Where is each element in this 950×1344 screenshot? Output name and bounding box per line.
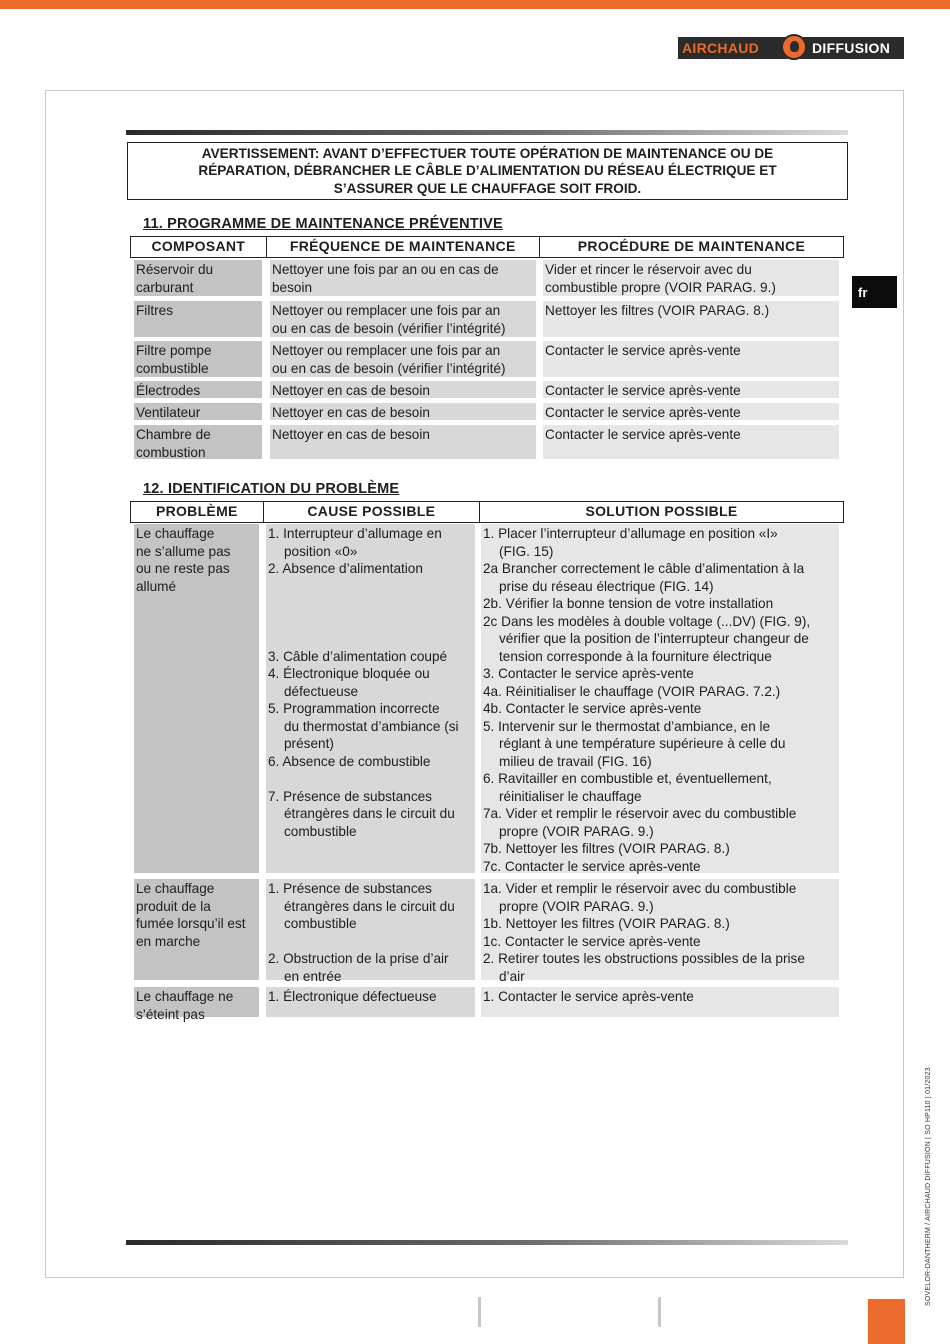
cell-text-line: combustible propre (VOIR PARAG. 9.) — [545, 279, 776, 295]
cell-text-line: 7. Présence de substances — [268, 788, 432, 804]
cell-text-line: 3. Câble d’alimentation coupé — [268, 648, 448, 664]
document-reference: SOVELOR-DANTHERM / AIRCHAUD DIFFUSION | SO HP110 | 01/2023 — [925, 1067, 932, 1306]
problem-cell — [134, 879, 259, 980]
cell-text-line: ou en cas de besoin (vérifier l’intégrité) — [272, 360, 506, 376]
cell-text-line: Nettoyer en cas de besoin — [272, 383, 430, 398]
cell-text-line: 1b. Nettoyer les filtres (VOIR PARAG. 8.) — [483, 916, 730, 931]
solution-cell — [481, 987, 839, 1017]
cell-text-line: Nettoyer en cas de besoin — [272, 405, 430, 420]
cell-text-line: Filtres — [136, 303, 174, 318]
cell-text-line: 7b. Nettoyer les filtres (VOIR PARAG. 8.) — [483, 841, 730, 856]
cell-text-line: 7a. Vider et remplir le réservoir avec du combustible — [483, 806, 797, 821]
cell-text-line: 1c. Contacter le service après-vente — [483, 933, 701, 949]
component-cell — [134, 341, 262, 377]
cell-spacer — [268, 578, 473, 596]
cell-text-line: du thermostat d’ambiance (si — [284, 718, 459, 734]
cell-text-line: produit de la — [136, 898, 211, 914]
cell-text-line: besoin — [272, 279, 313, 295]
column-header: PROBLÈME — [131, 502, 264, 522]
cell-text-line: 1. Électronique défectueuse — [268, 989, 437, 1004]
cell-text-line: étrangères dans le circuit du — [284, 898, 455, 914]
solution-cell — [481, 879, 839, 984]
cell-text-line: ou ne reste pas — [136, 561, 230, 576]
cell-spacer — [268, 630, 473, 648]
procedure-cell — [543, 301, 839, 337]
cell-text-line: 1. Présence de substances — [268, 881, 432, 896]
problem-cell — [134, 524, 259, 873]
cause-cell — [266, 879, 475, 984]
cell-text-line: réglant à une température supérieure à celle du — [499, 736, 786, 751]
cell-text-line: fumée lorsqu’il est — [136, 916, 246, 931]
cell-text-line: 3. Contacter le service après-vente — [483, 666, 694, 681]
cell-text-line: combustible — [284, 916, 357, 931]
column-header: FRÉQUENCE DE MAINTENANCE — [267, 237, 540, 257]
cell-text-line: Nettoyer ou remplacer une fois par an — [272, 343, 501, 358]
cell-text-line: Filtre pompe — [136, 343, 212, 358]
troubleshooting-title: 12. IDENTIFICATION DU PROBLÈME — [143, 481, 400, 497]
page-number-box — [868, 1299, 905, 1344]
cell-text-line: Électrodes — [136, 383, 201, 398]
warning-box — [127, 142, 848, 200]
cell-text-line: 4. Électronique bloquée ou — [268, 666, 430, 681]
cell-text-line: (FIG. 15) — [499, 543, 554, 559]
cell-text-line: ne s’allume pas — [136, 543, 231, 559]
flame-icon — [781, 34, 807, 60]
bottom-rule — [126, 1240, 848, 1245]
cell-text-line: en marche — [136, 933, 201, 949]
component-cell — [134, 403, 262, 420]
cell-text-line: 2c Dans les modèles à double voltage (...DV) (FIG. 9), — [483, 613, 811, 629]
language-tab[interactable] — [852, 276, 897, 308]
procedure-cell — [543, 341, 839, 377]
cell-text-line: 6. Ravitailler en combustible et, éventuellement, — [483, 771, 772, 786]
cell-text-line: carburant — [136, 279, 194, 295]
cause-cell — [266, 524, 475, 873]
cell-text-line: en entrée — [284, 968, 342, 984]
footer-divider — [658, 1297, 661, 1327]
cell-spacer — [268, 770, 473, 788]
procedure-cell — [543, 381, 839, 398]
procedure-cell — [543, 425, 839, 459]
logo-text-left: AIRCHAUD — [682, 40, 760, 56]
cell-text-line: Nettoyer une fois par an ou en cas de — [272, 262, 499, 277]
top-accent-bar — [0, 0, 950, 9]
frequency-cell — [270, 403, 536, 420]
cell-text-line: Contacter le service après-vente — [545, 383, 741, 398]
cell-text-line: position «0» — [284, 543, 358, 559]
cell-text-line: Réservoir du — [136, 262, 214, 277]
column-header: SOLUTION POSSIBLE — [585, 503, 738, 519]
frequency-cell — [270, 260, 536, 296]
component-cell — [134, 425, 262, 459]
cell-text-line: étrangères dans le circuit du — [284, 806, 455, 821]
cell-text-line: 1. Interrupteur d’allumage en — [268, 526, 442, 541]
component-cell — [134, 381, 262, 398]
cell-text-line: 5. Intervenir sur le thermostat d’ambiance, en le — [483, 718, 771, 734]
warning-text: AVERTISSEMENT: AVANT D’EFFECTUER TOUTE OPÉRATION DE MAINTENANCE OU DE RÉPARATION, DÉBRANCHER LE CÂBLE D’ALIMENTATION DU RÉSEAU ÉLECTRIQUE ET S’ASSURER QUE LE CHAUFFAGE SOIT FROID. — [198, 145, 777, 196]
cell-text-line: 1. Contacter le service après-vente — [483, 989, 694, 1004]
procedure-cell — [543, 260, 839, 296]
cell-text-line: milieu de travail (FIG. 16) — [499, 753, 652, 769]
cell-text-line: tension corresponde à la fourniture électrique — [499, 648, 772, 664]
problem-cell — [134, 987, 259, 1022]
frequency-cell — [270, 341, 536, 377]
cell-spacer — [268, 613, 473, 631]
procedure-cell — [543, 403, 839, 420]
cell-text-line: 2b. Vérifier la bonne tension de votre installation — [483, 596, 774, 611]
cell-text-line: combustion — [136, 444, 206, 460]
cell-text-line: Contacter le service après-vente — [545, 343, 741, 358]
component-cell — [134, 260, 262, 296]
column-header: PROCÉDURE DE MAINTENANCE — [577, 238, 806, 254]
cell-text-line: d’air — [499, 968, 525, 984]
cell-text-line: Ventilateur — [136, 405, 201, 420]
cell-text-line: allumé — [136, 578, 177, 594]
cell-text-line: présent) — [284, 736, 334, 751]
component-cell — [134, 301, 262, 337]
logo-text-right: DIFFUSION — [812, 40, 891, 56]
column-header: CAUSE POSSIBLE — [264, 502, 480, 522]
cell-text-line: Le chauffage — [136, 881, 215, 896]
column-header: COMPOSANT — [131, 237, 267, 257]
cell-text-line: 2. Retirer toutes les obstructions possibles de la prise — [483, 951, 805, 966]
cell-text-line: 2. Absence d’alimentation — [268, 561, 423, 576]
cell-text-line: 6. Absence de combustible — [268, 753, 431, 769]
cell-text-line: Nettoyer en cas de besoin — [272, 427, 430, 442]
cell-text-line: 1. Placer l’interrupteur d’allumage en position «I» — [483, 526, 778, 541]
cell-text-line: 7c. Contacter le service après-vente — [483, 858, 701, 874]
cell-text-line: défectueuse — [284, 683, 359, 699]
cell-text-line: prise du réseau électrique (FIG. 14) — [499, 578, 714, 594]
cell-text-line: ou en cas de besoin (vérifier l’intégrité) — [272, 320, 506, 336]
cell-text-line: 4b. Contacter le service après-vente — [483, 701, 702, 716]
cell-text-line: 5. Programmation incorrecte — [268, 701, 440, 716]
cell-text-line: réinitialiser le chauffage — [499, 788, 642, 804]
cell-text-line: 1a. Vider et remplir le réservoir avec du combustible — [483, 881, 797, 896]
top-rule — [126, 130, 848, 135]
cell-text-line: Nettoyer ou remplacer une fois par an — [272, 303, 501, 318]
cell-text-line: 2. Obstruction de la prise d’air — [268, 951, 449, 966]
cell-text-line: 2a Brancher correctement le câble d’alimentation à la — [483, 561, 805, 576]
cell-spacer — [268, 595, 473, 613]
solution-cell — [481, 524, 839, 873]
cell-text-line: Vider et rincer le réservoir avec du — [545, 262, 752, 277]
cell-spacer — [268, 933, 473, 951]
frequency-cell — [270, 381, 536, 398]
cell-text-line: combustible — [284, 823, 357, 839]
cell-text-line: Le chauffage — [136, 526, 215, 541]
cell-text-line: Nettoyer les filtres (VOIR PARAG. 8.) — [545, 303, 770, 318]
frequency-cell — [270, 425, 536, 459]
maintenance-title: 11. PROGRAMME DE MAINTENANCE PRÉVENTIVE — [143, 216, 503, 232]
brand-logo — [678, 37, 904, 59]
cell-text-line: propre (VOIR PARAG. 9.) — [499, 898, 654, 914]
cell-text-line: combustible — [136, 360, 209, 376]
frequency-cell — [270, 301, 536, 337]
language-label: fr — [858, 285, 868, 300]
cell-text-line: Contacter le service après-vente — [545, 427, 741, 442]
cell-text-line: Contacter le service après-vente — [545, 405, 741, 420]
cell-text-line: vérifier que la position de l’interrupteur changeur de — [499, 631, 809, 646]
cause-cell — [266, 987, 475, 1017]
cell-text-line: Le chauffage ne — [136, 989, 234, 1004]
cell-text-line: 4a. Réinitialiser le chauffage (VOIR PARAG. 7.2.) — [483, 683, 781, 699]
cell-text-line: Chambre de — [136, 427, 211, 442]
cell-text-line: propre (VOIR PARAG. 9.) — [499, 823, 654, 839]
cell-text-line: s’éteint pas — [136, 1006, 205, 1022]
footer-divider — [478, 1297, 481, 1327]
